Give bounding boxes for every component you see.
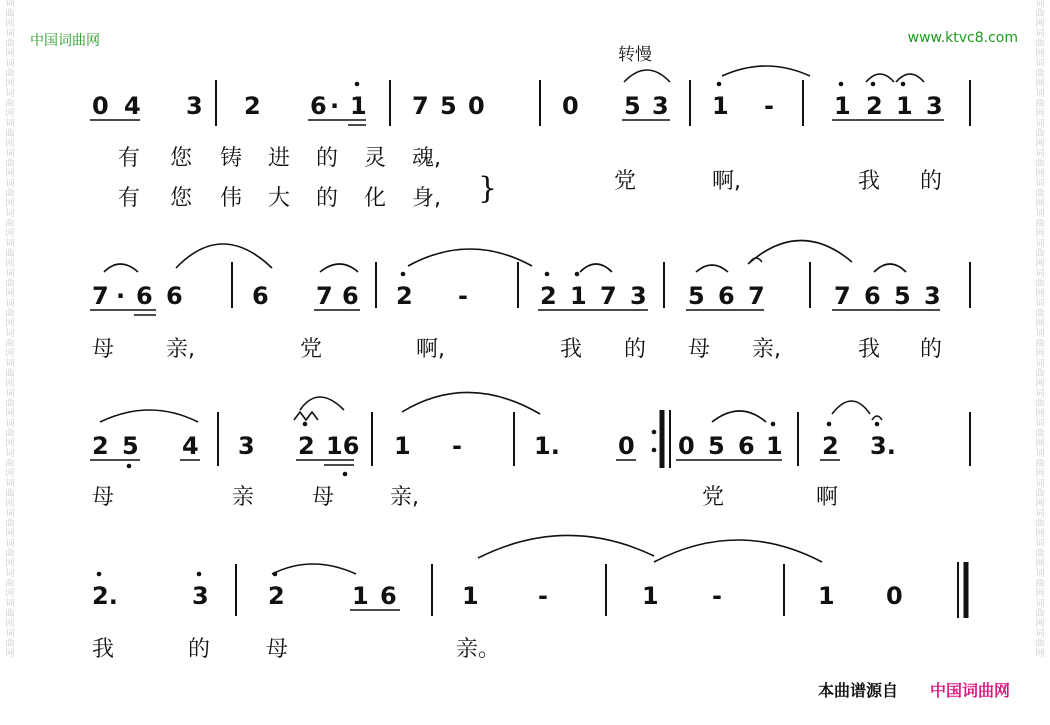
note: 1	[818, 582, 835, 610]
watermark-char: 词	[5, 599, 15, 609]
note: ·	[330, 92, 340, 120]
watermark-char: 网	[1035, 499, 1045, 509]
watermark-char: 网	[1035, 439, 1045, 449]
note: 7	[600, 282, 617, 310]
note: 2	[866, 92, 883, 120]
watermark-char: 词	[1035, 179, 1045, 189]
lyric-alt: 化	[364, 186, 387, 211]
watermark-char: 词	[1035, 479, 1045, 489]
note: 0	[92, 92, 109, 120]
watermark-char: 网	[1035, 49, 1045, 59]
note: 2	[92, 432, 109, 460]
watermark-char: 词	[5, 119, 15, 129]
lyric: 的	[188, 637, 211, 662]
lyric: 党	[614, 169, 637, 194]
watermark-char: 网	[5, 289, 15, 299]
watermark-char: 词	[5, 419, 15, 429]
lyric: 啊,	[712, 169, 741, 194]
lyric: 啊,	[416, 337, 445, 362]
lyric: 我	[858, 169, 881, 194]
watermark-char: 词	[5, 509, 15, 519]
watermark-char: 词	[5, 569, 15, 579]
watermark-char: 曲	[5, 279, 15, 289]
watermark-char: 网	[1035, 19, 1045, 29]
watermark-char: 词	[5, 0, 15, 9]
note: 5	[624, 92, 641, 120]
score-row-1	[90, 66, 970, 211]
note: 7	[92, 282, 109, 310]
lyric: 亲,	[166, 337, 195, 362]
watermark-char: 曲	[1035, 489, 1045, 499]
note: 1	[766, 432, 783, 460]
lyric: 的	[920, 169, 943, 194]
score-row-4	[92, 535, 966, 662]
watermark-char: 网	[5, 319, 15, 329]
note: -	[458, 282, 468, 310]
watermark-char: 曲	[5, 99, 15, 109]
lyric: 的	[316, 146, 339, 171]
lyric: 我	[560, 337, 583, 362]
tempo-mark: 转慢	[618, 45, 652, 65]
note: 1	[394, 432, 411, 460]
watermark-char: 曲	[5, 549, 15, 559]
watermark-char: 词	[1035, 359, 1045, 369]
watermark-char: 曲	[1035, 69, 1045, 79]
note: 3	[192, 582, 209, 610]
watermark-char: 曲	[5, 369, 15, 379]
watermark-char: 曲	[1035, 579, 1045, 589]
watermark-char: 网	[5, 499, 15, 509]
watermark-char: 网	[5, 19, 15, 29]
note: 3	[652, 92, 669, 120]
note: 1	[570, 282, 587, 310]
note: 6	[166, 282, 183, 310]
note: 2	[540, 282, 557, 310]
watermark-char: 词	[5, 629, 15, 639]
watermark-char: 网	[5, 259, 15, 269]
note: 1	[834, 92, 851, 120]
watermark-char: 词	[5, 239, 15, 249]
note: 6	[738, 432, 755, 460]
lyric: 我	[858, 337, 881, 362]
watermark-char: 网	[5, 139, 15, 149]
watermark-char: 曲	[5, 189, 15, 199]
watermark-char: 网	[5, 469, 15, 479]
watermark-char: 网	[5, 229, 15, 239]
note: 0	[468, 92, 485, 120]
note: 7	[748, 282, 765, 310]
lyric: 铸	[220, 146, 243, 171]
note: 3.	[870, 432, 896, 460]
note: 3	[186, 92, 203, 120]
watermark-char: 网	[1035, 79, 1045, 89]
watermark-char: 曲	[5, 249, 15, 259]
watermark-char: 网	[5, 589, 15, 599]
lyric: 母	[312, 485, 335, 510]
watermark-char: 曲	[1035, 609, 1045, 619]
lyric: 灵	[364, 146, 387, 171]
watermark-char: 网	[1035, 559, 1045, 569]
source-label: 本曲谱源自	[818, 681, 899, 700]
watermark-char: 曲	[5, 69, 15, 79]
watermark-char: 词	[1035, 419, 1045, 429]
note: 5	[440, 92, 457, 120]
watermark-char: 词	[1035, 629, 1045, 639]
watermark-char: 曲	[1035, 249, 1045, 259]
lyric: 母	[266, 637, 289, 662]
watermark-char: 曲	[1035, 339, 1045, 349]
watermark-char: 词	[1035, 449, 1045, 459]
note: 0	[886, 582, 903, 610]
watermark-char: 词	[5, 149, 15, 159]
watermark-char: 曲	[1035, 369, 1045, 379]
lyric: 我	[92, 637, 115, 662]
watermark-char: 曲	[5, 159, 15, 169]
lyric: 母	[688, 337, 711, 362]
watermark-char: 网	[1035, 409, 1045, 419]
watermark-char: 曲	[5, 9, 15, 19]
watermark-char: 网	[1035, 109, 1045, 119]
watermark-char: 曲	[5, 459, 15, 469]
watermark-char: 网	[1035, 649, 1045, 659]
watermark-char: 曲	[5, 339, 15, 349]
note: 1.	[534, 432, 560, 460]
watermark-char: 词	[1035, 0, 1045, 9]
note: 5	[894, 282, 911, 310]
note: 4	[182, 432, 199, 460]
note: 6	[342, 282, 359, 310]
note: 5	[708, 432, 725, 460]
watermark-char: 词	[1035, 89, 1045, 99]
lyric: 您	[170, 146, 193, 171]
note: 7	[316, 282, 333, 310]
watermark-char: 网	[1035, 619, 1045, 629]
watermark-char: 网	[5, 79, 15, 89]
watermark-char: 网	[5, 49, 15, 59]
watermark-char: 曲	[1035, 639, 1045, 649]
watermark-char: 网	[1035, 199, 1045, 209]
note: 3	[926, 92, 943, 120]
watermark-char: 曲	[1035, 459, 1045, 469]
watermark-char: 曲	[5, 429, 15, 439]
lyric: 党	[702, 485, 725, 510]
note: 1	[642, 582, 659, 610]
site-name[interactable]: 中国词曲网	[30, 33, 100, 49]
watermark-char: 曲	[5, 639, 15, 649]
watermark-char: 词	[1035, 149, 1045, 159]
watermark-char: 词	[5, 269, 15, 279]
watermark-char: 网	[5, 529, 15, 539]
watermark-char: 曲	[5, 309, 15, 319]
source-site-link[interactable]: 中国词曲网	[930, 681, 1011, 700]
note: 6	[718, 282, 735, 310]
lyric: 亲。	[456, 637, 501, 662]
watermark-char: 词	[1035, 239, 1045, 249]
note: 2	[298, 432, 315, 460]
watermark-char: 网	[1035, 289, 1045, 299]
watermark-char: 网	[5, 559, 15, 569]
note: 3	[238, 432, 255, 460]
watermark-char: 曲	[1035, 429, 1045, 439]
note: 6	[310, 92, 327, 120]
watermark-char: 词	[1035, 509, 1045, 519]
note: 2	[822, 432, 839, 460]
note: 7	[834, 282, 851, 310]
note: -	[538, 582, 548, 610]
watermark-char: 网	[1035, 469, 1045, 479]
watermark-char: 网	[1035, 229, 1045, 239]
watermark-char: 网	[1035, 589, 1045, 599]
note: 1	[350, 92, 367, 120]
watermark-char: 词	[1035, 569, 1045, 579]
note: 16	[326, 432, 360, 460]
watermark-char: 网	[1035, 139, 1045, 149]
watermark-char: 词	[5, 359, 15, 369]
lyric: 的	[920, 337, 943, 362]
watermark-char: 曲	[1035, 189, 1045, 199]
watermark-char: 网	[1035, 379, 1045, 389]
site-url[interactable]: www.ktvc8.com	[907, 30, 1018, 46]
watermark-char: 词	[5, 449, 15, 459]
lyric: 亲,	[390, 485, 419, 510]
watermark-char: 曲	[1035, 399, 1045, 409]
note: ·	[116, 282, 126, 310]
note: 4	[124, 92, 141, 120]
score-row-2	[90, 240, 970, 362]
watermark-char: 词	[1035, 599, 1045, 609]
watermark-char: 词	[1035, 299, 1045, 309]
watermark-char: 词	[1035, 59, 1045, 69]
note: 5	[122, 432, 139, 460]
lyric-alt: 您	[170, 186, 193, 211]
watermark-char: 曲	[1035, 9, 1045, 19]
watermark-char: 曲	[1035, 309, 1045, 319]
watermark-char: 网	[5, 409, 15, 419]
note: -	[452, 432, 462, 460]
note: 7	[412, 92, 429, 120]
watermark-char: 网	[1035, 259, 1045, 269]
watermark-char: 词	[1035, 269, 1045, 279]
watermark-char: 网	[5, 649, 15, 659]
watermark-char: 曲	[1035, 279, 1045, 289]
watermark-char: 曲	[5, 579, 15, 589]
watermark-char: 曲	[5, 39, 15, 49]
watermark-char: 曲	[1035, 219, 1045, 229]
watermark-char: 词	[5, 89, 15, 99]
watermark-char: 网	[1035, 529, 1045, 539]
lyric: 亲	[232, 485, 255, 510]
watermark-char: 词	[1035, 119, 1045, 129]
score-row-3	[90, 392, 970, 510]
note: 2	[268, 582, 285, 610]
note: 3	[630, 282, 647, 310]
watermark-char: 词	[5, 329, 15, 339]
lyric-alt: 身,	[412, 186, 441, 211]
lyric: 母	[92, 485, 115, 510]
lyric: 啊	[816, 485, 839, 510]
watermark-char: 曲	[5, 399, 15, 409]
watermark-char: 词	[1035, 29, 1045, 39]
watermark-char: 曲	[1035, 159, 1045, 169]
watermark-char: 曲	[5, 609, 15, 619]
watermark-char: 词	[1035, 539, 1045, 549]
note: 2	[396, 282, 413, 310]
note: 6	[380, 582, 397, 610]
lyric: 亲,	[752, 337, 781, 362]
watermark-char: 词	[1035, 209, 1045, 219]
note: 0	[678, 432, 695, 460]
lyric-alt: 大	[268, 186, 291, 211]
watermark-char: 词	[1035, 389, 1045, 399]
watermark-char: 曲	[5, 489, 15, 499]
note: 1	[352, 582, 369, 610]
watermark-char: 曲	[1035, 39, 1045, 49]
note: 2.	[92, 582, 118, 610]
note: 1	[712, 92, 729, 120]
note: 5	[688, 282, 705, 310]
lyric: 党	[300, 337, 323, 362]
lyric: 有	[118, 146, 141, 171]
lyric: 进	[268, 146, 291, 171]
note: 1	[896, 92, 913, 120]
watermark-char: 词	[5, 389, 15, 399]
watermark-char: 网	[1035, 349, 1045, 359]
watermark-char: 曲	[1035, 129, 1045, 139]
watermark-char: 曲	[5, 219, 15, 229]
watermark-char: 词	[5, 179, 15, 189]
watermark-char: 网	[5, 109, 15, 119]
note: 6	[252, 282, 269, 310]
watermark-char: 词	[5, 209, 15, 219]
brace: }	[478, 171, 498, 206]
lyric-alt: 伟	[220, 186, 243, 211]
note: -	[764, 92, 774, 120]
lyric-alt: 的	[316, 186, 339, 211]
note: 1	[462, 582, 479, 610]
lyric: 的	[624, 337, 647, 362]
watermark-char: 网	[5, 439, 15, 449]
watermark-char: 网	[5, 199, 15, 209]
watermark-char: 词	[5, 299, 15, 309]
watermark-char: 词	[1035, 329, 1045, 339]
watermark-char: 曲	[1035, 99, 1045, 109]
watermark-char: 网	[1035, 319, 1045, 329]
watermark-char: 网	[1035, 169, 1045, 179]
watermark-char: 网	[5, 169, 15, 179]
lyric: 魂,	[412, 146, 441, 171]
note: 6	[864, 282, 881, 310]
note: -	[712, 582, 722, 610]
note: 3	[924, 282, 941, 310]
lyric-alt: 有	[118, 186, 141, 211]
watermark-char: 网	[5, 379, 15, 389]
watermark-char: 网	[5, 619, 15, 629]
note: 6	[136, 282, 153, 310]
watermark-char: 词	[5, 59, 15, 69]
watermark-char: 曲	[1035, 519, 1045, 529]
note: 2	[244, 92, 261, 120]
watermark-char: 词	[5, 29, 15, 39]
note: 0	[562, 92, 579, 120]
lyric: 母	[92, 337, 115, 362]
note: 0	[618, 432, 635, 460]
watermark-char: 词	[5, 539, 15, 549]
watermark-char: 词	[5, 479, 15, 489]
watermark-char: 曲	[1035, 549, 1045, 559]
watermark-char: 网	[5, 349, 15, 359]
watermark-char: 曲	[5, 519, 15, 529]
watermark-char: 曲	[5, 129, 15, 139]
